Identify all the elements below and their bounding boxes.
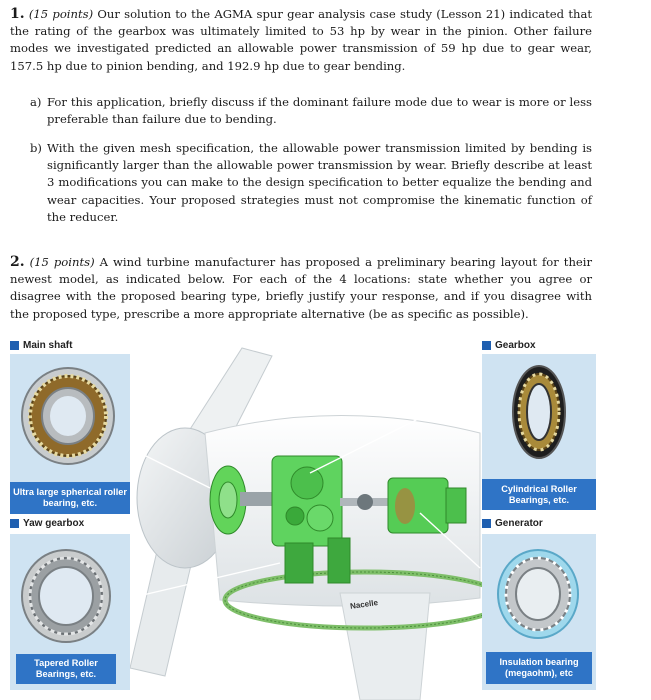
problem-2-points: (15 points): [29, 255, 95, 269]
problem-1-part-a: [30, 94, 592, 128]
part-a-label: a): [30, 95, 42, 109]
part-a-text: For this application, briefly discuss if the dominant failure mode due to wear is more or less preferable than failure due to bending.: [47, 95, 592, 127]
generator-label: Generator: [495, 518, 543, 529]
problem-1-points: (15 points): [28, 7, 94, 21]
problem-2-text: A wind turbine manufacturer has proposed a preliminary bearing layout for their newest model, as indicated below. For each of the 4 locations: state whether you agree or disagree with the proposed bearing type, briefly justify your response, and if you disagree with the proposed type, prescribe a more appropriate alternative (be as specific as possible).: [10, 255, 593, 321]
bearing-layout-figure: [10, 338, 596, 700]
problem-2-number: 2.: [10, 254, 25, 270]
cylindrical-roller-bearing-image: [482, 354, 596, 474]
main-shaft-header: [10, 340, 72, 351]
gearbox-label: Gearbox: [495, 340, 536, 351]
generator-panel: [482, 534, 596, 690]
generator-header: [482, 518, 543, 529]
square-bullet-icon: [10, 519, 19, 528]
square-bullet-icon: [482, 341, 491, 350]
yaw-gearbox-header: [10, 518, 84, 529]
gearbox-panel: [482, 354, 596, 510]
problem-2: [10, 254, 592, 323]
insulation-bearing-image: [482, 534, 596, 654]
part-b-label: b): [30, 141, 42, 155]
spherical-roller-bearing-image: [10, 354, 130, 479]
part-b-text: With the given mesh specification, the allowable power transmission limited by bending is significantly larger than the allowable power transmission by wear. Briefly describe at least 3 modifications you can make to the design specification to better equalize the bending and wear capacities. Your proposed strategies must not compromise the kinematic function of the reducer.: [47, 141, 592, 224]
gearbox-caption: Cylindrical Roller Bearings, etc.: [482, 479, 596, 510]
generator-caption: Insulation bearing (megaohm), etc: [486, 652, 592, 684]
yaw-gearbox-label: Yaw gearbox: [23, 518, 85, 529]
yaw-gearbox-caption: Tapered Roller Bearings, etc.: [16, 654, 116, 684]
main-shaft-label: Main shaft: [23, 340, 73, 351]
problem-1-text: Our solution to the AGMA spur gear analysis case study (Lesson 21) indicated that the rating of the gearbox was ultimately limited to 53 hp by wear in the pinion. Other failure modes we investigated predicted an allowable power transmission of 59 hp due to gear wear, 157.5 hp due to pinion bending, and 192.9 hp due to gear bending.: [10, 7, 593, 73]
nacelle-label: Nacelle: [349, 598, 379, 611]
tapered-roller-bearing-image: [10, 534, 130, 654]
square-bullet-icon: [10, 341, 19, 350]
square-bullet-icon: [482, 519, 491, 528]
main-shaft-caption: Ultra large spherical roller bearing, etc.: [10, 482, 130, 514]
problem-1-number: 1.: [10, 6, 25, 22]
problem-1: [10, 6, 592, 75]
gearbox-header: [482, 340, 536, 351]
main-shaft-panel: [10, 354, 130, 514]
yaw-gearbox-panel: [10, 534, 130, 690]
problem-1-part-b: [30, 140, 592, 226]
